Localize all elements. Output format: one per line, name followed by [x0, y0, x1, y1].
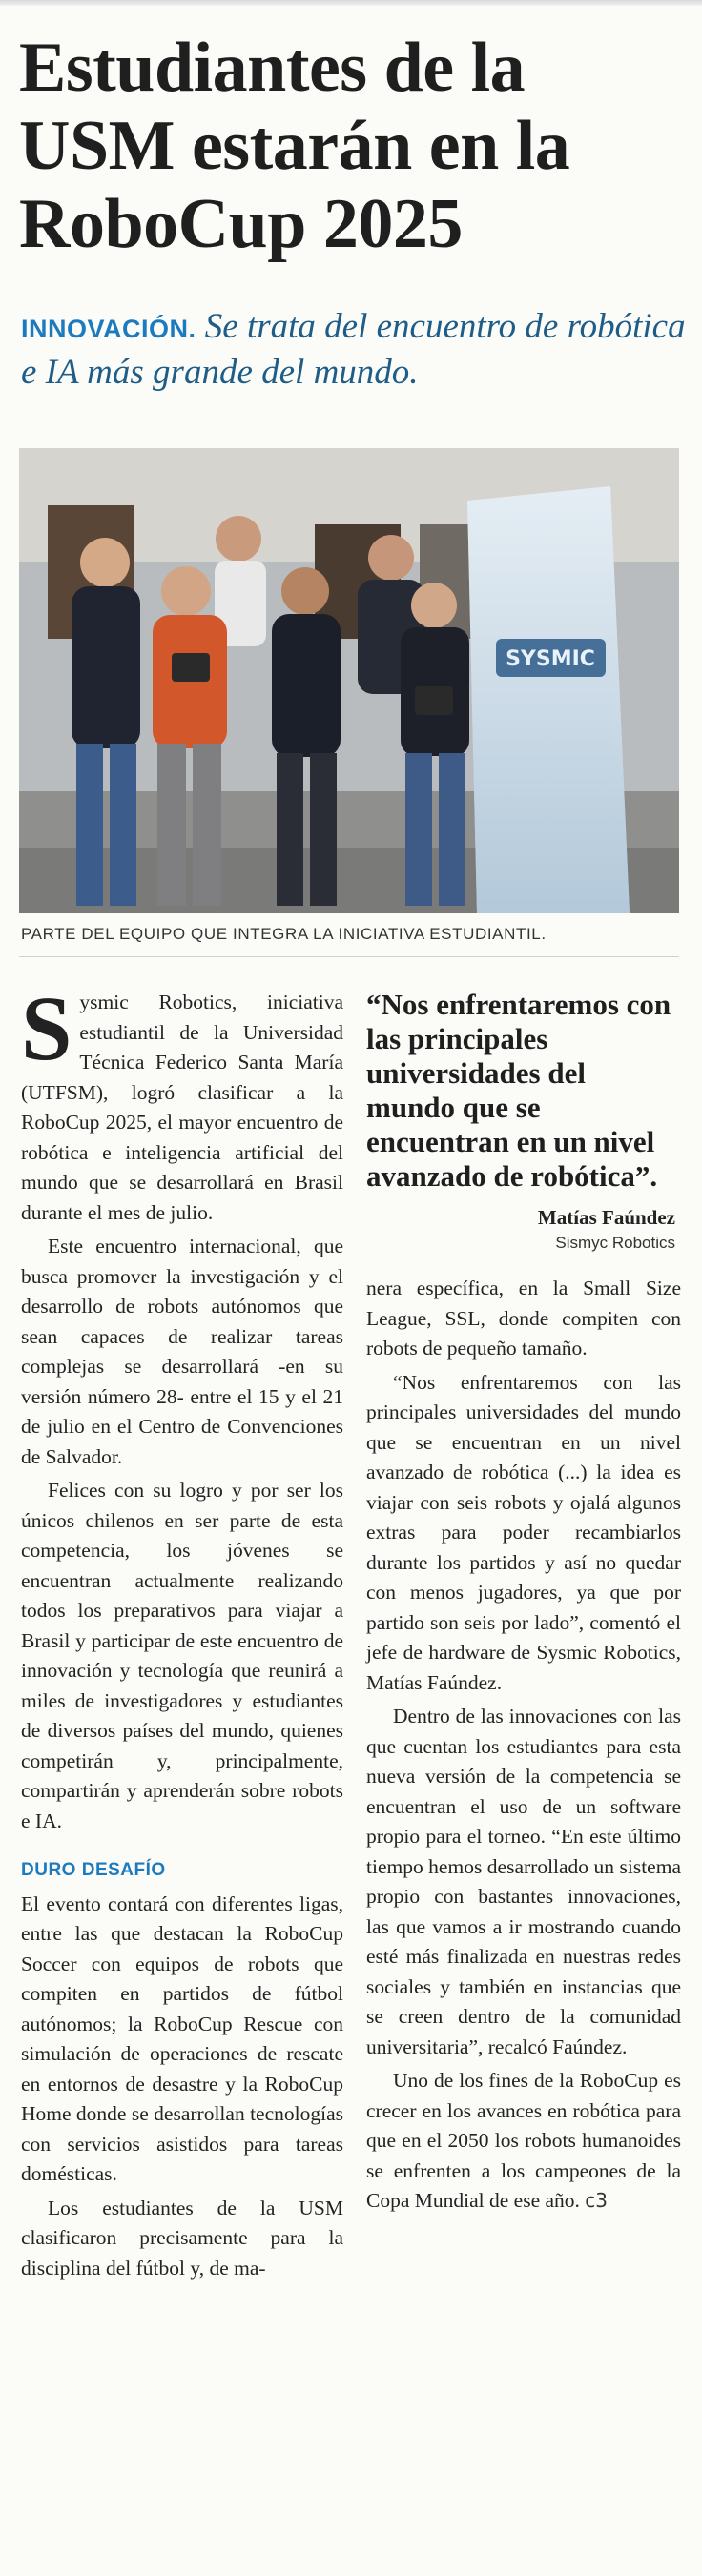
- deck-text: Se trata del encuentro de robótica e IA más grande del mundo.: [21, 307, 686, 392]
- team-photo: [19, 448, 679, 913]
- col2-p4-text: Uno de los fines de la RoboCup es crecer en los avances en robótica para que en el 2050 los robots humanoides se enfrenten a los campeones de la Copa Mundial de ese año.: [366, 2069, 681, 2212]
- column-left: [21, 977, 343, 2283]
- subhead-duro-desafio: DURO DESAFÍO: [21, 1860, 166, 1880]
- deck: [21, 305, 689, 395]
- caption-rule: [19, 956, 679, 957]
- headline: Estudiantes de la USM estarán en la RoboCup 2025: [19, 29, 570, 263]
- column-right: [366, 1274, 681, 2217]
- col1-paragraph-2: Este encuentro internacional, que busca promover la investigación y el desarrollo de robots autónomos que sean capaces de realizar tareas complejas se desarrollará -en su versión número 28- entre el 15 y el 21 de julio en el Centro de Convenciones de Salvador.: [21, 1235, 343, 1468]
- col2-paragraph-1: nera específica, en la Small Size League, SSL, donde compiten con robots de pequeño tamaño.: [366, 1277, 681, 1360]
- col1-paragraph-5: Los estudiantes de la USM clasificaron precisamente para la disciplina del fútbol y, de ma-: [21, 2196, 343, 2280]
- col1-paragraph-1: [21, 977, 343, 1228]
- col1-paragraph-4: El evento contará con diferentes ligas, entre las que destacan la RoboCup Soccer con equipos de robots que compiten en partidos de fútbol autónomos; la RoboCup Rescue con simulación de operaciones de rescate en entornos de desastre y la RoboCup Home donde se desarrollan tecnologías con servicios asistidos para tareas domésticas.: [21, 1891, 343, 2185]
- pull-quote-name: Matías Faúndez: [537, 1206, 675, 1229]
- col2-paragraph-2: “Nos enfrentaremos con las principales universidades del mundo que se encuentran en un nivel avanzado de robótica (...) la idea es viajar con seis robots y ojalá algunos extras para poder recambiarlos durante los partidos y así no quedar con menos jugadores, ya que por partido son seis por lado”, comentó el jefe de hardware de Sysmic Robotics, Matías Faúndez.: [366, 1370, 681, 1694]
- deck-tag: INNOVACIÓN.: [21, 315, 196, 343]
- team-photo-illustration: [19, 448, 679, 913]
- pull-quote-org: Sismyc Robotics: [555, 1234, 675, 1252]
- top-rule: [0, 0, 702, 6]
- pull-quote: “Nos enfrentaremos con las principales universidades del mundo que se encuentran en un nivel avanzado de robótica”.: [366, 988, 671, 1193]
- photo-caption: PARTE DEL EQUIPO QUE INTEGRA LA INICIATIVA ESTUDIANTIL.: [21, 925, 547, 943]
- col2-paragraph-4: [366, 2066, 681, 2217]
- col2-paragraph-3: Dentro de las innovaciones con las que cuentan los estudiantes para esta nueva versión de la competencia se encuentran el uso de un software propio para el torneo. “En este último tiempo hemos desarrollado un sistema propio con bastantes innovaciones, las que vamos a ir mostrando cuando esté más finalizada en nuestras redes sociales y también en instancias que se creen dentro de la comunidad universitaria”, recalcó Faúndez.: [366, 1705, 681, 2058]
- end-mark-icon: ᴄ3: [585, 2189, 609, 2212]
- roll-up-banner: [467, 486, 630, 913]
- col1-p1-text: ysmic Robotics, iniciativa estudiantil de la Universidad Técnica Federico Santa María (UTFSM), logró clasificar a la RoboCup 2025, el mayor encuentro de robótica e inteligencia artificial del mundo que se desarrollará en Brasil durante el mes de julio.: [21, 991, 343, 1224]
- banner-text: SYSMIC: [506, 647, 595, 671]
- col1-paragraph-3: Felices con su logro y por ser los únicos chilenos en ser parte de esta competencia, los jóvenes se encuentran actualmente realizando todos los preparativos para viajar a Brasil y participar de este encuentro de innovación y tecnología que reunirá a miles de investigadores y estudiantes de diversos países del mundo, quienes competirán y, principalmente, compartirán y aprenderán sobre robots e IA.: [21, 1479, 343, 1832]
- drop-cap: S: [21, 977, 72, 1079]
